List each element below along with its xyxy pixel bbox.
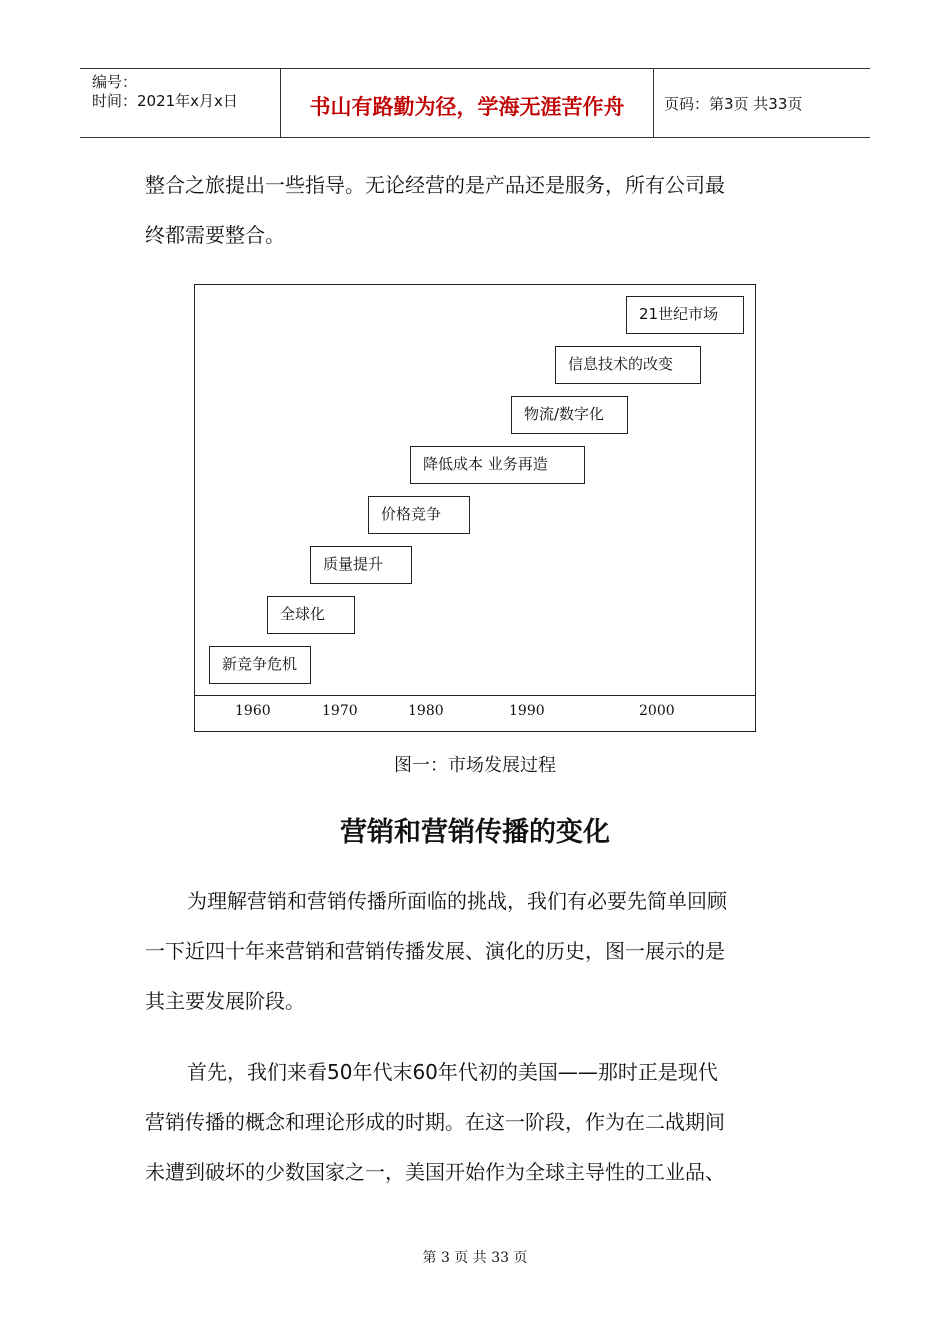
paragraph-line: 营销传播的概念和理论形成的时期。在这一阶段，作为在二战期间 xyxy=(145,1110,725,1134)
paragraph-line-text: 为理解营销和营销传播所面临的挑战，我们有必要先简单回顾 xyxy=(187,889,727,913)
stage-box: 新竞争危机 xyxy=(209,646,311,684)
timeline-axis xyxy=(195,695,755,696)
stage-box: 21世纪市场 xyxy=(626,296,744,334)
paragraph-line: 终都需要整合。 xyxy=(145,223,285,247)
stage-box: 价格竞争 xyxy=(368,496,470,534)
market-development-figure xyxy=(194,284,756,732)
header-motto-cell xyxy=(281,69,654,137)
paragraph-history xyxy=(145,876,795,1026)
code-label: 编号： xyxy=(92,73,138,91)
motto: 书山有路勤为径，学海无涯苦作舟 xyxy=(309,95,625,119)
stage-box: 全球化 xyxy=(267,596,355,634)
header-table xyxy=(80,68,870,138)
page-footer: 第 3 页 共 33 页 xyxy=(422,1250,528,1266)
paragraph-usa xyxy=(145,1047,795,1197)
paragraph-line: 未遭到破坏的少数国家之一，美国开始作为全球主导性的工业品、 xyxy=(145,1160,725,1184)
figure-caption: 图一：市场发展过程 xyxy=(394,755,556,776)
stage-box: 质量提升 xyxy=(310,546,412,584)
paragraph-line-text: 首先，我们来看50年代末60年代初的美国——那时正是现代 xyxy=(187,1060,718,1084)
paragraph-line: 整合之旅提出一些指导。无论经营的是产品还是服务，所有公司最 xyxy=(145,173,725,197)
section-heading: 营销和营销传播的变化 xyxy=(340,817,610,848)
header-page-cell xyxy=(654,69,870,137)
year-tick: 1980 xyxy=(408,703,444,719)
year-tick: 1970 xyxy=(322,703,358,719)
paragraph-line xyxy=(145,1047,795,1097)
stage-box: 信息技术的改变 xyxy=(555,346,701,384)
paragraph-line: 一下近四十年来营销和营销传播发展、演化的历史，图一展示的是 xyxy=(145,939,725,963)
year-tick: 1990 xyxy=(509,703,545,719)
paragraph-line: 其主要发展阶段。 xyxy=(145,989,305,1013)
paragraph-intro xyxy=(145,160,795,260)
time-label: 时间：2021年x月x日 xyxy=(92,92,238,110)
paragraph-line xyxy=(145,876,795,926)
stage-box: 物流/数字化 xyxy=(511,396,628,434)
header-meta-cell xyxy=(80,69,281,137)
stage-box: 降低成本 业务再造 xyxy=(410,446,585,484)
year-tick: 1960 xyxy=(235,703,271,719)
page-info: 页码：第3页 共33页 xyxy=(664,95,803,113)
year-tick: 2000 xyxy=(639,703,675,719)
